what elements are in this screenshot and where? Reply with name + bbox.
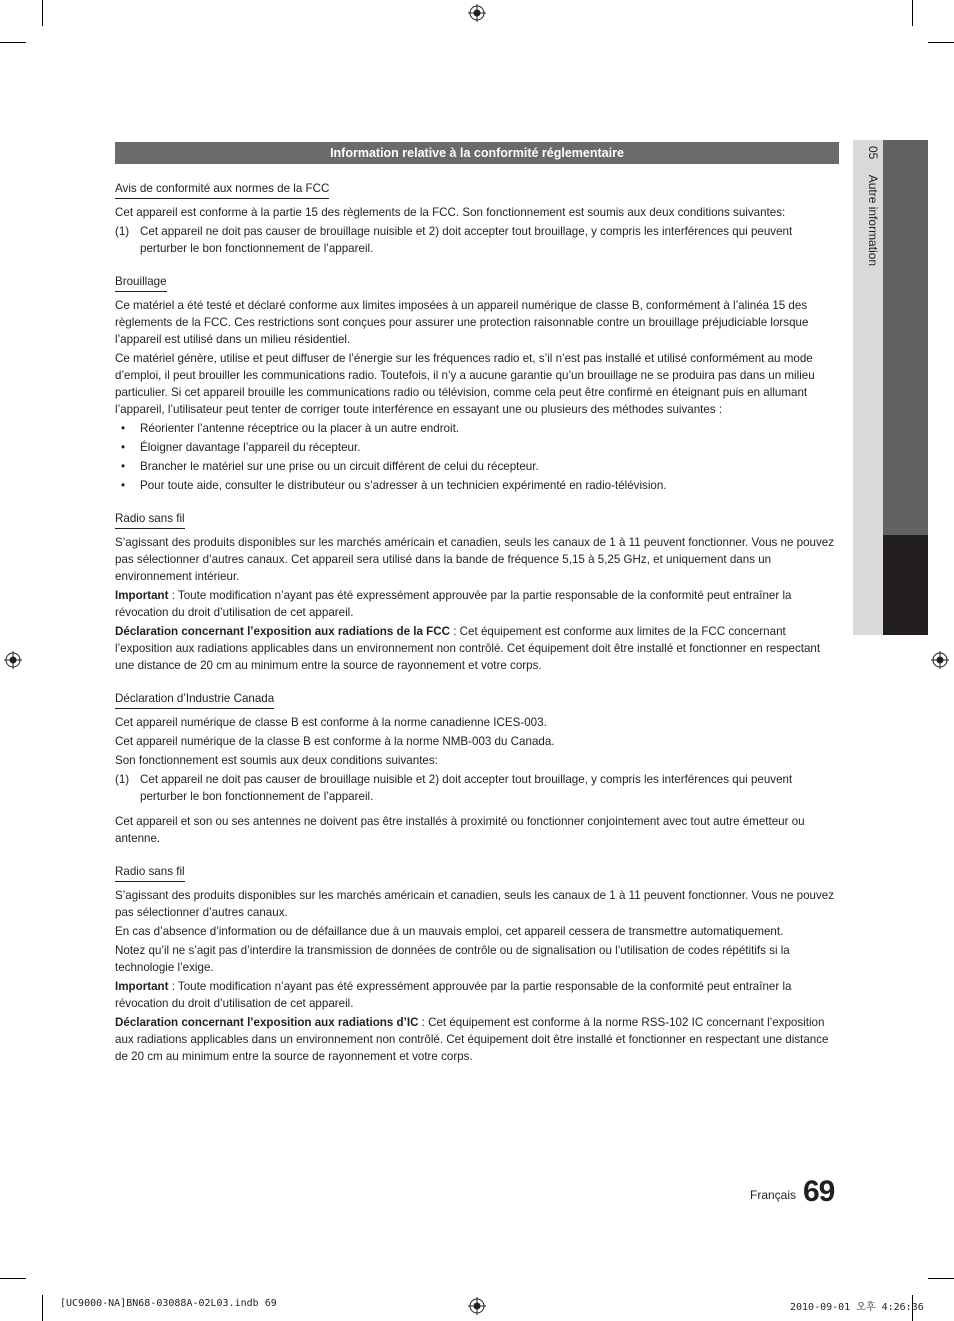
paragraph: Cet appareil et son ou ses antennes ne doivent pas être installés à proximité ou fonctionner conjointement avec tout autre émetteur ou antenne. [115, 815, 805, 845]
bold-label: Important [115, 589, 169, 602]
registration-mark-icon [931, 651, 949, 669]
paragraph: Notez qu’il ne s’agit pas d’interdire la transmission de données de contrôle ou de signalisation ou l’utilisation de codes répétitifs si la technologie l’exige. [115, 944, 790, 974]
item-number: (1) [115, 225, 130, 238]
registration-mark-icon [4, 651, 22, 669]
paragraph: En cas d’absence d’information ou de défaillance due à un mauvais emploi, cet appareil cessera de transmettre automatiquement. [115, 925, 784, 938]
print-slug-file: [UC9000-NA]BN68-03088A-02L03.indb 69 [60, 1298, 277, 1309]
section-heading-canada: Déclaration d’Industrie Canada [115, 691, 274, 709]
paragraph: Cet appareil numérique de la classe B est conforme à la norme NMB-003 du Canada. [115, 735, 555, 748]
paragraph: S’agissant des produits disponibles sur les marchés américain et canadien, seuls les canaux de 1 à 11 peuvent fonctionner. Vous ne pouvez pas sélectionner d’autres canaux. [115, 889, 835, 919]
paragraph [115, 587, 839, 621]
crop-mark [0, 42, 26, 43]
page-title: Information relative à la conformité réglementaire [115, 142, 839, 164]
chapter-title: Autre information [866, 174, 880, 267]
paragraph-text: : Cet équipement est conforme à la norme RSS-102 IC concernant l’exposition aux radiations applicables dans un environnement non contrôlé. Cet équipement doit être installé et fonctionner en respectant une distance de 20 cm au minimum entre la source de rayonnement et votre corps. [115, 1016, 829, 1063]
section-heading-radio: Radio sans fil [115, 511, 185, 529]
numbered-item [115, 223, 839, 257]
paragraph: Cet appareil est conforme à la partie 15 des règlements de la FCC. Son fonctionnement est soumis aux deux conditions suivantes: [115, 206, 786, 219]
crop-mark [928, 1278, 954, 1279]
paragraph [115, 1014, 839, 1065]
crop-mark [912, 0, 913, 26]
item-text: Cet appareil ne doit pas causer de brouillage nuisible et 2) doit accepter tout brouillage, y compris les interférences qui peuvent perturber le bon fonctionnement de l’appareil. [140, 225, 793, 255]
list-item: • Brancher le matériel sur une prise ou un circuit différent de celui du récepteur. [115, 458, 839, 475]
paragraph [115, 623, 839, 674]
page-number: 69 [803, 1175, 835, 1208]
crop-mark [0, 1278, 26, 1279]
chapter-number: 05 [866, 146, 880, 160]
list-item: • Réorienter l’antenne réceptrice ou la placer à un autre endroit. [115, 420, 839, 437]
footer-language: Français [750, 1188, 797, 1202]
bullet-list [115, 420, 839, 494]
numbered-item [115, 771, 839, 805]
section-heading-radio: Radio sans fil [115, 864, 185, 882]
chapter-tab-dark [883, 140, 928, 535]
chapter-tab-label [858, 146, 880, 446]
paragraph [115, 978, 839, 1012]
paragraph-text: : Toute modification n’ayant pas été expressément approuvée par la partie responsable de la conformité peut entraîner la révocation du droit d’utilisation de cet appareil. [115, 589, 792, 619]
list-item: • Éloigner davantage l’appareil du récepteur. [115, 439, 839, 456]
paragraph: Son fonctionnement est soumis aux deux conditions suivantes: [115, 754, 438, 767]
section-heading-brouillage: Brouillage [115, 274, 167, 292]
main-content [115, 180, 839, 1067]
chapter-tab-marker [883, 535, 928, 635]
crop-mark [42, 1295, 43, 1321]
crop-mark [928, 42, 954, 43]
list-item: • Pour toute aide, consulter le distributeur ou s’adresser à un technicien expérimenté en radio-télévision. [115, 477, 839, 494]
paragraph: S’agissant des produits disponibles sur les marchés américain et canadien, seuls les canaux de 1 à 11 peuvent fonctionner. Vous ne pouvez pas sélectionner d’autres canaux. Cet appareil sera utilisé dans la bande de fréquence 5,15 à 5,25 GHz, et uniquement dans un environnement intérieur. [115, 536, 835, 583]
paragraph: Ce matériel a été testé et déclaré conforme aux limites imposées à un appareil numérique de classe B, conformément à l’alinéa 15 des règlements de la FCC. Ces restrictions sont conçues pour assurer une protection raisonnable contre un brouillage préjudiciable lorsque l’appareil est utilisé dans un milieu résidentiel. [115, 299, 809, 346]
section-heading-fcc: Avis de conformité aux normes de la FCC [115, 181, 329, 199]
item-text: Cet appareil ne doit pas causer de brouillage nuisible et 2) doit accepter tout brouillage, y compris les interférences qui peuvent perturber le bon fonctionnement de l’appareil. [140, 773, 793, 803]
crop-mark [42, 0, 43, 26]
print-slug-timestamp: 2010-09-01 오후 4:26:36 [790, 1302, 924, 1313]
bold-label: Déclaration concernant l’exposition aux radiations de la FCC [115, 625, 451, 638]
bold-label: Important [115, 980, 169, 993]
registration-mark-icon [468, 4, 486, 22]
paragraph-text: : Cet équipement est conforme aux limites de la FCC concernant l’exposition aux radiations applicables dans un environnement non contrôlé. Cet équipement doit être installé et fonctionner en respectant une distance de 20 cm au minimum entre la source de rayonnement et votre corps. [115, 625, 821, 672]
bold-label: Déclaration concernant l’exposition aux radiations d’IC [115, 1016, 419, 1029]
paragraph: Ce matériel génère, utilise et peut diffuser de l’énergie sur les fréquences radio et, s’il n’est pas installé et utilisé conformément au mode d’emploi, il peut brouiller les communications radio. Toutefois, il n’y a aucune garantie qu’un brouillage ne se produira pas dans un milieu particulier. Si cet appareil brouille les communications radio ou télévision, comme cela peut être confirmé en éteignant puis en allumant l’appareil, l’utilisateur peut tenter de corriger toute interférence en essayant une ou plusieurs des méthodes suivantes : [115, 352, 815, 416]
paragraph: Cet appareil numérique de classe B est conforme à la norme canadienne ICES-003. [115, 716, 547, 729]
paragraph-text: : Toute modification n’ayant pas été expressément approuvée par la partie responsable de la conformité peut entraîner la révocation du droit d’utilisation de cet appareil. [115, 980, 792, 1010]
registration-mark-icon [468, 1297, 486, 1315]
item-number: (1) [115, 773, 130, 786]
